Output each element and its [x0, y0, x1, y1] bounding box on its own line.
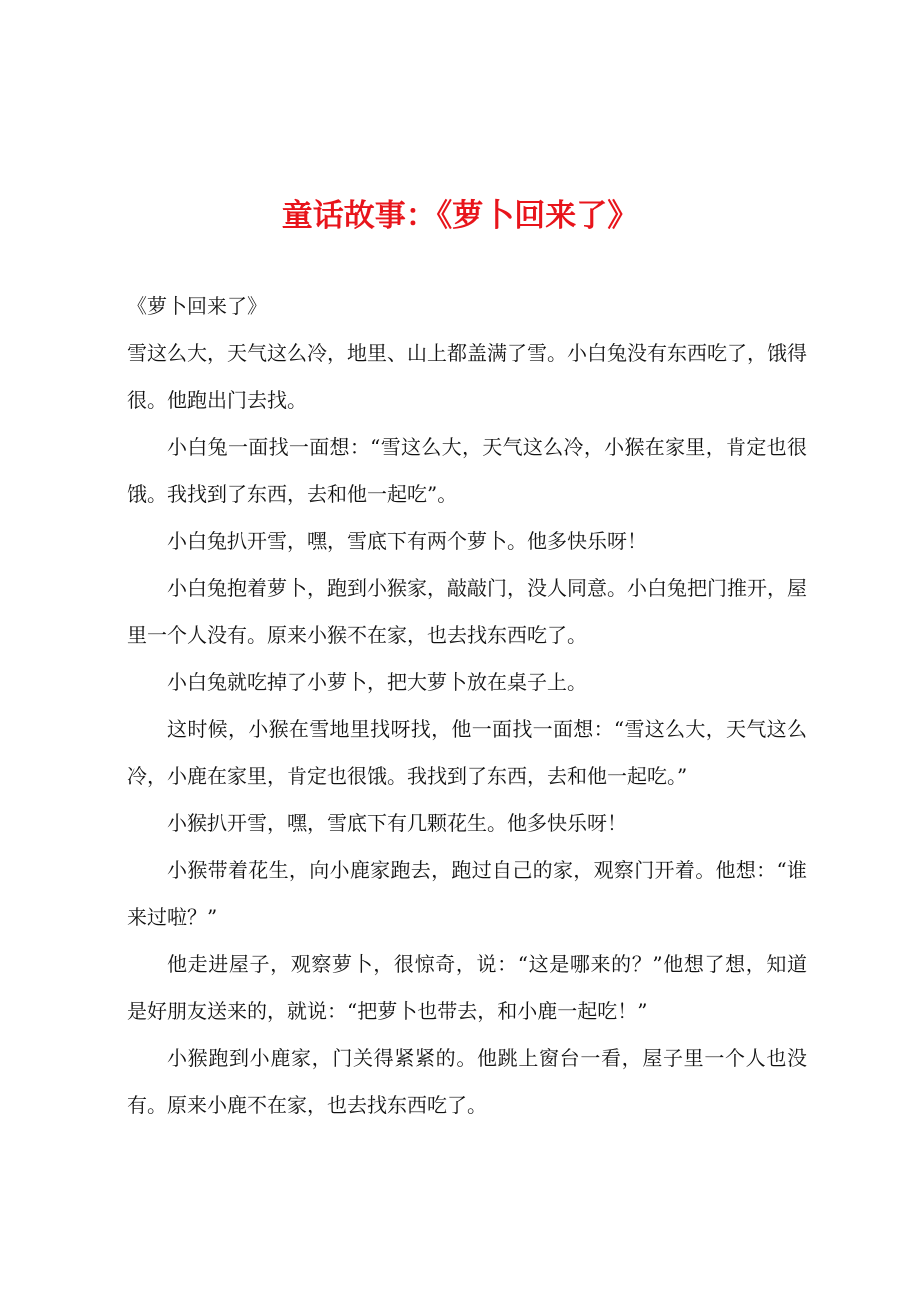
- paragraph: 小猴扒开雪，嘿，雪底下有几颗花生。他多快乐呀！: [167, 811, 627, 835]
- paragraph: 这时候，小猴在雪地里找呀找，他一面找一面想：“雪这么大，天气这么冷，小鹿在家里，肯定也很饿。我找到了东西，去和他一起吃。”: [127, 717, 807, 788]
- paragraph: 小白兔抱着萝卜，跑到小猴家，敲敲门，没人同意。小白兔把门推开，屋里一个人没有。原来小猴不在家，也去找东西吃了。: [127, 576, 807, 647]
- document-title: 童话故事：《萝卜回来了》: [281, 198, 639, 234]
- paragraph: 《萝卜回来了》: [127, 294, 267, 318]
- paragraph: 他走进屋子，观察萝卜，很惊奇，说：“这是哪来的？”他想了想，知道是好朋友送来的，就说：“把萝卜也带去，和小鹿一起吃！”: [127, 952, 807, 1023]
- paragraph: 小白兔就吃掉了小萝卜，把大萝卜放在桌子上。: [167, 670, 587, 694]
- paragraph: 小白兔扒开雪，嘿，雪底下有两个萝卜。他多快乐呀！: [167, 529, 647, 553]
- paragraph: 小白兔一面找一面想：“雪这么大，天气这么冷，小猴在家里，肯定也很饿。我找到了东西，去和他一起吃”。: [127, 435, 807, 506]
- paragraph: 雪这么大，天气这么冷，地里、山上都盖满了雪。小白兔没有东西吃了，饿得很。他跑出门去找。: [127, 341, 807, 412]
- document-body: [127, 283, 807, 1129]
- paragraph: 小猴带着花生，向小鹿家跑去，跑过自己的家，观察门开着。他想：“谁来过啦？”: [127, 858, 807, 929]
- paragraph: 小猴跑到小鹿家，门关得紧紧的。他跳上窗台一看，屋子里一个人也没有。原来小鹿不在家，也去找东西吃了。: [127, 1046, 807, 1117]
